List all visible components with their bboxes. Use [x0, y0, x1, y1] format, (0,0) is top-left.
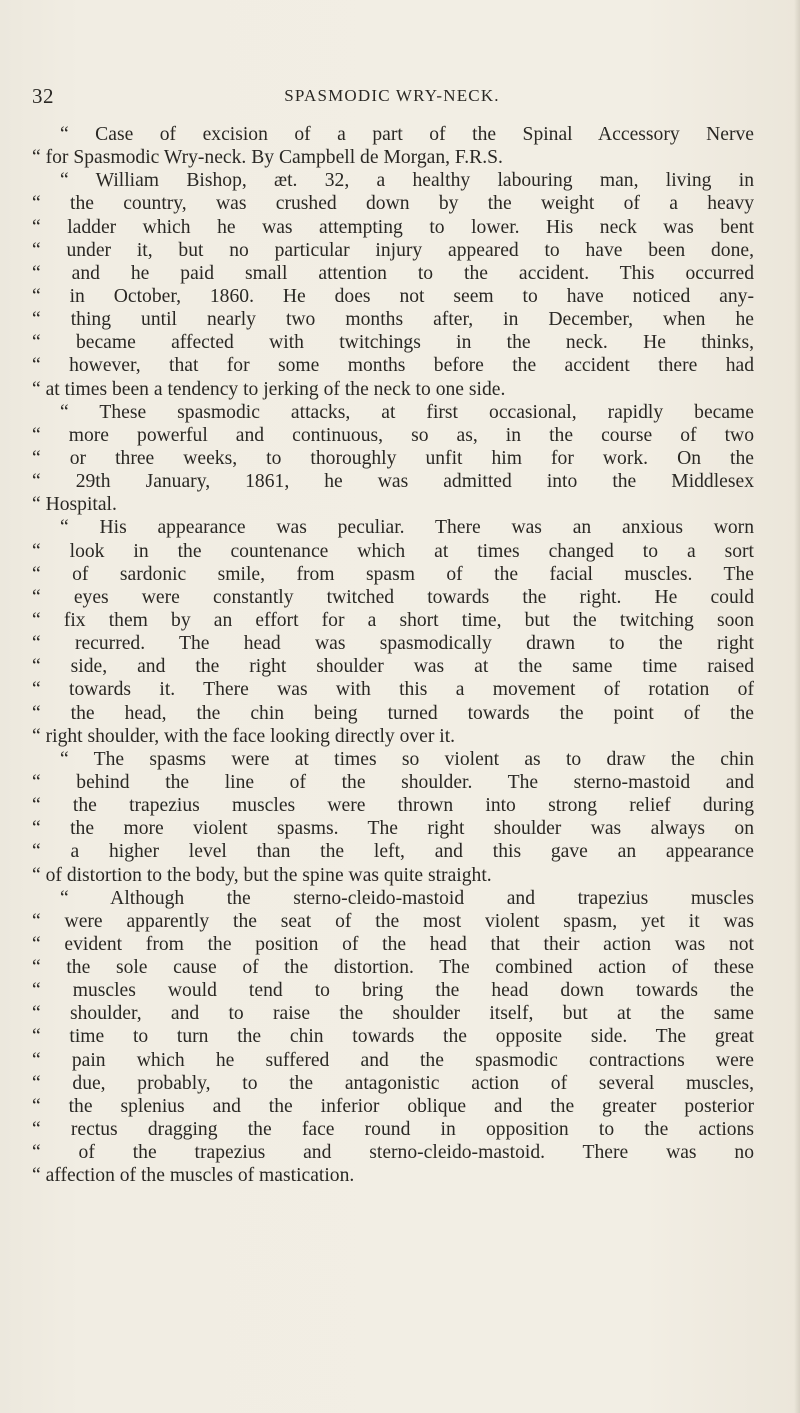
text-line: “ Although the sterno-cleido-mastoid and trapezius muscles [60, 887, 754, 909]
text-line: “ more powerful and continuous, so as, in the course of two [32, 424, 754, 446]
text-line: “ ladder which he was attempting to lower. His neck was bent [32, 216, 754, 238]
text-line: “ evident from the position of the head that their action was not [32, 933, 754, 955]
text-line: “ due, probably, to the antagonistic action of several muscles, [32, 1072, 754, 1094]
text-line: “ at times been a tendency to jerking of the neck to one side. [32, 378, 506, 400]
text-line: “ or three weeks, to thoroughly unfit him for work. On the [32, 447, 754, 469]
text-line: “ thing until nearly two months after, in December, when he [32, 309, 754, 331]
text-line: “ for Spasmodic Wry-neck. By Campbell de Morgan, F.R.S. [32, 147, 503, 169]
text-line: “ the sole cause of the distortion. The combined action of these [32, 957, 754, 979]
text-line: “ the head, the chin being turned towards the point of the [32, 702, 754, 724]
text-line: “ side, and the right shoulder was at the same time raised [32, 656, 754, 678]
text-line: “ The spasms were at times so violent as to draw the chin [60, 748, 754, 770]
text-line: “ the trapezius muscles were thrown into strong relief during [32, 795, 754, 817]
text-line: “ eyes were constantly twitched towards the right. He could [32, 586, 754, 608]
text-line: “ 29th January, 1861, he was admitted into the Middlesex [32, 471, 754, 493]
text-line: “ became affected with twitchings in the neck. He thinks, [32, 332, 754, 354]
text-line: “ under it, but no particular injury appeared to have been done, [32, 239, 754, 261]
text-line: “ fix them by an effort for a short time, but the twitching soon [32, 609, 754, 631]
text-line: “ of distortion to the body, but the spine was quite straight. [32, 864, 492, 886]
text-line: “ look in the countenance which at times changed to a sort [32, 540, 754, 562]
text-line: “ muscles would tend to bring the head down towards the [32, 980, 754, 1002]
text-line: “ These spasmodic attacks, at first occasional, rapidly became [60, 401, 754, 423]
text-line: “ of sardonic smile, from spasm of the facial muscles. The [32, 563, 754, 585]
text-line: “ the splenius and the inferior oblique and the greater posterior [32, 1095, 754, 1117]
body-text [32, 123, 754, 1187]
text-line: “ pain which he suffered and the spasmodic contractions were [32, 1049, 754, 1071]
text-line: “ affection of the muscles of mastication. [32, 1165, 355, 1187]
text-line: “ towards it. There was with this a movement of rotation of [32, 679, 754, 701]
text-line: “ the country, was crushed down by the weight of a heavy [32, 193, 754, 215]
text-line: “ rectus dragging the face round in opposition to the actions [32, 1119, 754, 1141]
text-line: “ William Bishop, æt. 32, a healthy labouring man, living in [60, 170, 754, 192]
text-line: “ of the trapezius and sterno-cleido-mastoid. There was no [32, 1142, 754, 1164]
text-line: “ a higher level than the left, and this gave an appearance [32, 841, 754, 863]
text-line: “ behind the line of the shoulder. The sterno-mastoid and [32, 771, 754, 793]
text-line: “ shoulder, and to raise the shoulder itself, but at the same [32, 1003, 754, 1025]
text-line: “ and he paid small attention to the accident. This occurred [32, 262, 754, 284]
text-line: “ Case of excision of a part of the Spinal Accessory Nerve [60, 124, 754, 145]
text-line: “ Hospital. [32, 494, 117, 516]
text-line: “ time to turn the chin towards the opposite side. The great [32, 1026, 754, 1048]
running-head: SPASMODIC WRY-NECK. [284, 86, 500, 105]
text-line: “ the more violent spasms. The right shoulder was always on [32, 818, 754, 840]
page-edge-shadow [794, 0, 800, 1413]
text-line: “ however, that for some months before the accident there had [32, 355, 754, 377]
page-header [32, 84, 752, 114]
text-line: “ His appearance was peculiar. There was an anxious worn [60, 517, 754, 539]
text-line: “ recurred. The head was spasmodically drawn to the right [32, 633, 754, 655]
text-line: “ right shoulder, with the face looking directly over it. [32, 725, 456, 747]
text-line: “ were apparently the seat of the most violent spasm, yet it was [32, 910, 754, 932]
page-number: 32 [32, 84, 54, 108]
text-line: “ in October, 1860. He does not seem to have noticed any- [32, 285, 754, 307]
